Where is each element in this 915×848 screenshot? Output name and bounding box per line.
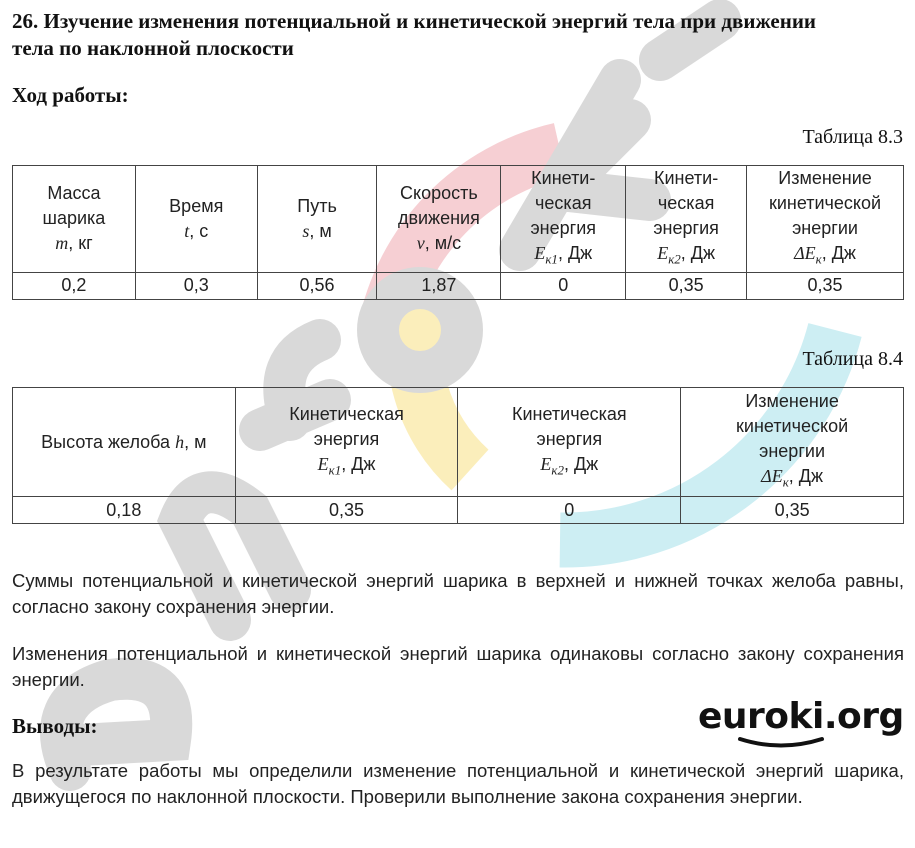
header-symbol: E (540, 453, 552, 474)
table-cell: 0 (458, 497, 681, 524)
header-unit: , кг (68, 233, 93, 254)
column-header (458, 388, 681, 497)
header-symbol: ΔE (761, 466, 783, 487)
header-subscript: к2 (551, 462, 564, 478)
header-line: Кинетическая (512, 403, 627, 424)
header-unit: , Дж (557, 243, 593, 263)
header-unit: , Дж (341, 453, 376, 474)
column-header (13, 166, 136, 273)
column-header (13, 388, 236, 497)
column-header (747, 166, 904, 273)
header-line: Изменение (745, 391, 839, 412)
header-line: Масса (47, 183, 101, 204)
conclusions-label: Выводы: (12, 714, 98, 738)
conclusion-text: В результате работы мы определили изменение потенциальной и кинетической энергий шарика, движущегося по наклонной плоскости. Проверили выполнение закона сохранения энергии. (12, 760, 904, 807)
paragraph-energy-sum: Суммы потенциальной и кинетической энергий шарика в верхней и нижней точках желоба равны, согласно закону сохранения энергии. (12, 570, 904, 617)
column-header (681, 388, 904, 497)
table-8-4 (12, 387, 904, 524)
table-cell: 0,3 (135, 272, 257, 299)
header-line: энергия (653, 218, 719, 238)
header-line: Время (169, 195, 224, 216)
header-unit: , м (184, 431, 207, 452)
header-line: шарика (42, 208, 106, 229)
header-line: ческая (657, 193, 715, 213)
table-row (13, 272, 904, 299)
table-cell: 0,2 (13, 272, 136, 299)
header-subscript: к1 (328, 462, 342, 478)
header-symbol: t (184, 220, 190, 241)
header-unit: , с (189, 220, 209, 241)
header-line: энергия (313, 428, 380, 449)
header-symbol: m (55, 233, 69, 254)
table-8-3-caption: Таблица 8.3 (802, 126, 903, 148)
header-unit: , м/с (424, 233, 462, 254)
table-row (13, 497, 904, 524)
exercise-number: 26. (12, 9, 39, 33)
header-line: кинетической (736, 416, 849, 437)
header-line: Кинетическая (289, 403, 404, 424)
header-line: Путь (297, 195, 337, 216)
column-header (235, 388, 458, 497)
header-prefix: Высота желоба (41, 431, 176, 452)
header-unit: , Дж (821, 243, 856, 263)
header-line: Кинети- (531, 168, 596, 188)
header-symbol: E (657, 243, 669, 263)
header-line: Скорость (400, 183, 478, 204)
column-header (135, 166, 257, 273)
header-line: кинетической (768, 193, 882, 213)
header-line: Изменение (778, 168, 872, 188)
header-unit: , м (309, 220, 332, 241)
paragraph-energy-change: Изменения потенциальной и кинетической энергий шарика одинаковы согласно закону сохранения энергии. (12, 643, 904, 690)
header-unit: , Дж (563, 453, 599, 474)
column-header (626, 166, 747, 273)
header-line: энергии (792, 218, 858, 238)
table-header-row (13, 166, 904, 273)
header-line: ческая (535, 193, 592, 213)
table-8-4-caption: Таблица 8.4 (802, 348, 903, 370)
column-header (257, 166, 377, 273)
logo-smile-icon (736, 736, 826, 750)
header-line: энергия (536, 428, 603, 449)
header-line: энергии (759, 441, 825, 462)
table-cell: 1,87 (377, 272, 501, 299)
column-header (501, 166, 626, 273)
exercise-heading (12, 8, 902, 62)
exercise-title-line1: Изучение изменения потенциальной и кинетической энергий тела при движении (43, 9, 817, 33)
header-line: Кинети- (654, 168, 719, 188)
header-subscript: к (782, 474, 789, 490)
table-cell: 0,35 (626, 272, 747, 299)
column-header (377, 166, 501, 273)
table-cell: 0,35 (681, 497, 904, 524)
header-subscript: к1 (545, 251, 558, 267)
table-cell: 0,18 (13, 497, 236, 524)
table-cell: 0 (501, 272, 626, 299)
table-cell: 0,56 (257, 272, 377, 299)
header-symbol: E (317, 453, 329, 474)
header-symbol: ΔE (794, 243, 816, 263)
header-line: движения (397, 208, 480, 229)
euroki-logo (698, 696, 904, 737)
header-symbol: E (534, 243, 546, 263)
header-line: энергия (530, 218, 597, 238)
header-symbol: s (302, 220, 310, 241)
header-unit: , Дж (788, 466, 824, 487)
header-subscript: к (815, 251, 822, 267)
exercise-title-line2: тела по наклонной плоскости (12, 36, 294, 60)
table-cell: 0,35 (747, 272, 904, 299)
procedure-label: Ход работы: (12, 83, 129, 107)
header-subscript: к2 (668, 251, 681, 267)
table-cell: 0,35 (235, 497, 458, 524)
table-8-3 (12, 165, 904, 300)
header-unit: , Дж (680, 243, 716, 263)
header-symbol: v (416, 233, 425, 254)
logo-text: euroki.org (698, 696, 904, 737)
table-header-row (13, 388, 904, 497)
header-symbol: h (175, 431, 185, 452)
